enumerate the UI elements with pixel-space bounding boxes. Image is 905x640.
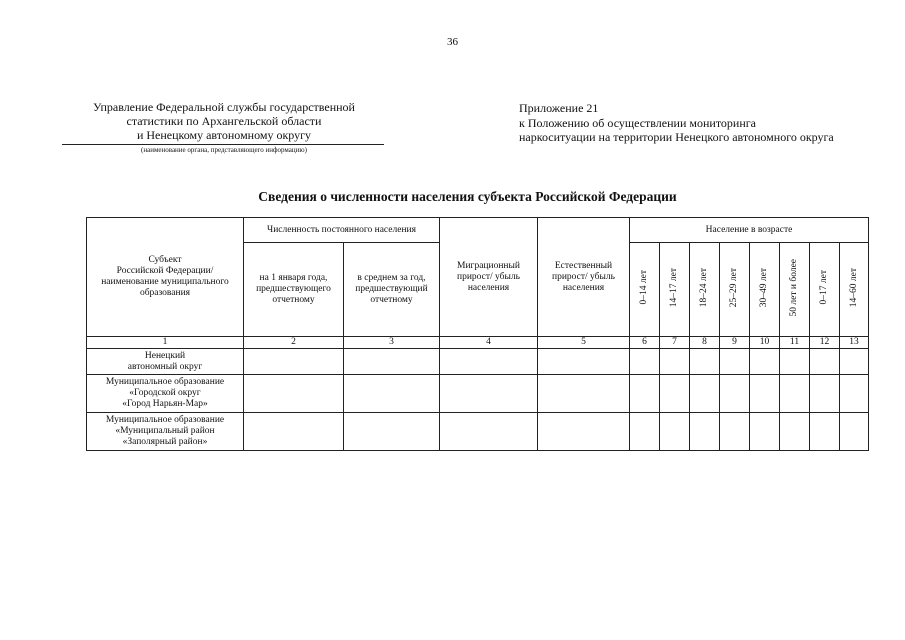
table-cell[interactable] — [440, 349, 538, 375]
table-cell[interactable] — [690, 375, 720, 413]
column-number: 12 — [810, 337, 840, 349]
table-cell[interactable] — [244, 413, 344, 451]
row-name-line: «Муниципальный район — [115, 426, 215, 436]
header-age-18-24 — [690, 243, 720, 337]
table-cell[interactable] — [780, 413, 810, 451]
row-name-line: Ненецкий — [144, 350, 186, 361]
row-name — [87, 413, 244, 451]
row-name-line: «Город Нарьян-Мар» — [122, 399, 208, 409]
header-migration — [440, 218, 538, 337]
table-cell[interactable] — [750, 349, 780, 375]
header-text: на 1 января года, — [259, 273, 328, 283]
page-number: 36 — [447, 36, 458, 48]
column-number: 11 — [780, 337, 810, 349]
column-number: 2 — [244, 337, 344, 349]
header-text: предшествующий — [355, 284, 428, 294]
table-cell[interactable] — [780, 375, 810, 413]
row-name-line: Муниципальное образование — [105, 415, 225, 425]
table-cell[interactable] — [630, 349, 660, 375]
table-cell[interactable] — [690, 349, 720, 375]
row-name — [87, 375, 244, 413]
table-row — [87, 349, 869, 375]
row-name — [87, 349, 244, 375]
organization-line: и Ненецкому автономному округу — [136, 128, 312, 142]
column-number-row — [87, 337, 869, 349]
table-cell[interactable] — [344, 349, 440, 375]
age-label: 50 лет и более — [789, 258, 799, 317]
header-text: Естественный — [554, 260, 613, 271]
organization-underline — [62, 144, 384, 145]
row-name-line: «Заполярный район» — [122, 437, 208, 447]
row-name-line: Муниципальное образование — [105, 377, 225, 387]
header-text: населения — [467, 282, 510, 293]
table-cell[interactable] — [720, 413, 750, 451]
table-cell[interactable] — [344, 375, 440, 413]
header-text: Субъект — [148, 255, 182, 265]
table-cell[interactable] — [344, 413, 440, 451]
table-cell[interactable] — [840, 413, 869, 451]
organization-name — [62, 100, 386, 142]
organization-line: Управление Федеральной службы государственной — [93, 100, 355, 114]
age-label: 14–60 лет — [848, 267, 859, 308]
table-cell[interactable] — [810, 413, 840, 451]
header-text: отчетному — [370, 295, 413, 305]
table-cell[interactable] — [840, 375, 869, 413]
population-table — [86, 217, 869, 451]
column-number: 1 — [87, 337, 244, 349]
table-cell[interactable] — [244, 375, 344, 413]
row-name-line: «Городской округ — [129, 388, 201, 398]
header-average — [344, 243, 440, 337]
header-text: прирост/ убыль — [552, 271, 615, 282]
header-age-14-17 — [660, 243, 690, 337]
table-cell[interactable] — [630, 413, 660, 451]
header-age-25-29 — [720, 243, 750, 337]
table-cell[interactable] — [660, 375, 690, 413]
header-age-50-plus — [780, 243, 810, 337]
document-title: Сведения о численности населения субъекта Российской Федерации — [258, 189, 677, 204]
table-cell[interactable] — [750, 375, 780, 413]
table-cell[interactable] — [244, 349, 344, 375]
age-label: 14–17 лет — [669, 267, 679, 308]
table-cell[interactable] — [750, 413, 780, 451]
header-text: отчетному — [272, 295, 315, 305]
table-row — [87, 413, 869, 451]
column-number: 6 — [630, 337, 660, 349]
header-age-group: Население в возрасте — [630, 218, 869, 243]
column-number: 9 — [720, 337, 750, 349]
appendix-note — [519, 101, 834, 145]
header-text: в среднем за год, — [357, 273, 426, 283]
header-text: предшествующего — [256, 284, 331, 294]
table-cell[interactable] — [810, 349, 840, 375]
column-number: 10 — [750, 337, 780, 349]
column-number: 13 — [840, 337, 869, 349]
appendix-line: к Положению об осуществлении мониторинга — [519, 115, 757, 130]
header-text: образования — [139, 288, 191, 298]
header-text: прирост/ убыль — [457, 271, 520, 282]
table-cell[interactable] — [538, 349, 630, 375]
age-label: 18–24 лет — [699, 267, 709, 308]
header-text: населения — [562, 282, 605, 293]
age-label: 25–29 лет — [729, 267, 739, 308]
age-label: 30–49 лет — [759, 267, 769, 308]
column-number: 5 — [538, 337, 630, 349]
appendix-line: Приложение 21 — [519, 101, 599, 115]
table-cell[interactable] — [538, 375, 630, 413]
header-text: наименование муниципального — [101, 277, 229, 287]
organization-line: статистики по Архангельской области — [126, 114, 322, 128]
header-jan1 — [244, 243, 344, 337]
table-cell[interactable] — [660, 413, 690, 451]
column-number: 4 — [440, 337, 538, 349]
header-age-30-49 — [750, 243, 780, 337]
header-age-0-17 — [810, 243, 840, 337]
table-cell[interactable] — [660, 349, 690, 375]
column-number: 8 — [690, 337, 720, 349]
header-age-14-60 — [840, 243, 869, 337]
row-name-line: автономный округ — [127, 361, 203, 372]
table-cell[interactable] — [840, 349, 869, 375]
header-text: Миграционный — [457, 260, 520, 271]
header-text: Российской Федерации/ — [116, 266, 214, 276]
table-cell[interactable] — [720, 349, 750, 375]
age-label: 0–14 лет — [639, 270, 649, 305]
age-label: 0–17 лет — [819, 270, 829, 305]
table-cell[interactable] — [440, 413, 538, 451]
header-age-0-14 — [630, 243, 660, 337]
table-cell[interactable] — [690, 413, 720, 451]
header-population-group: Численность постоянного населения — [244, 218, 440, 243]
table-cell[interactable] — [630, 375, 660, 413]
table-cell[interactable] — [538, 413, 630, 451]
table-cell[interactable] — [780, 349, 810, 375]
table-row — [87, 375, 869, 413]
organization-caption: (наименование органа, представляющего информацию) — [141, 146, 307, 154]
appendix-line: наркоситуации на территории Ненецкого автономного округа — [519, 130, 834, 144]
table-cell[interactable] — [440, 375, 538, 413]
header-natural — [538, 218, 630, 337]
table-cell[interactable] — [810, 375, 840, 413]
column-number: 3 — [344, 337, 440, 349]
table-cell[interactable] — [720, 375, 750, 413]
column-number: 7 — [660, 337, 690, 349]
header-subject — [87, 218, 244, 337]
